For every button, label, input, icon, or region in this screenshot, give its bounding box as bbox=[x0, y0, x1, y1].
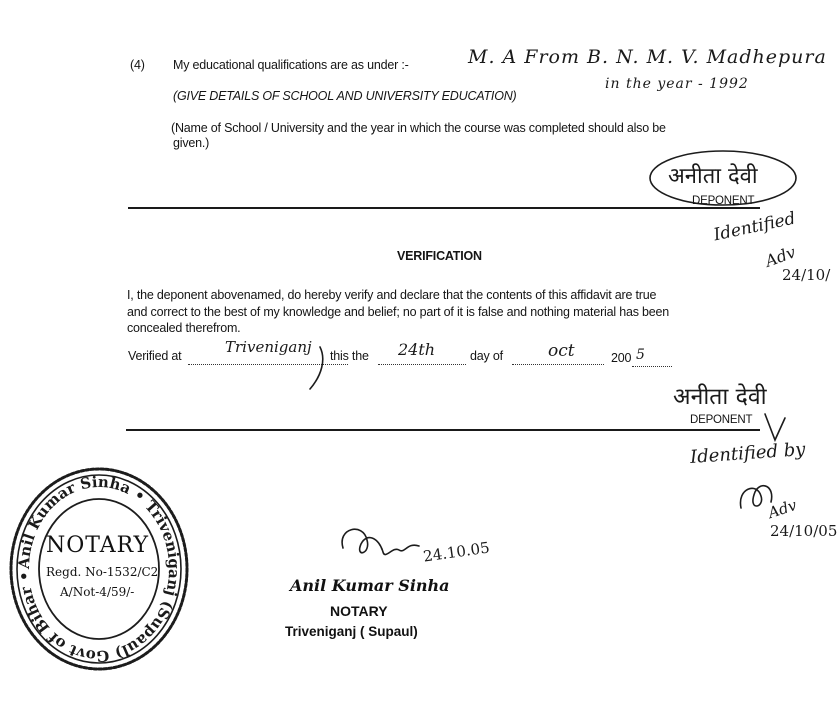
divider-line-2 bbox=[126, 429, 760, 431]
adv-note-1: Adv bbox=[762, 242, 799, 271]
deponent-label-1: DEPONENT bbox=[692, 195, 755, 207]
verification-para-1: I, the deponent abovenamed, do hereby verify and declare that the contents of this affidavit are true bbox=[127, 288, 657, 302]
date-note-1: 24/10/ bbox=[782, 266, 831, 284]
day-of-label: day of bbox=[470, 349, 503, 363]
deponent-label-2: DEPONENT bbox=[690, 414, 753, 426]
notary-name: Anil Kumar Sinha bbox=[290, 576, 450, 595]
identified-by-note: Identified by bbox=[689, 438, 807, 469]
month-value: oct bbox=[548, 341, 575, 361]
seal-notary-title: NOTARY bbox=[46, 533, 150, 558]
date-note-2: 24/10/05 bbox=[770, 522, 837, 540]
notary-place: Triveniganj ( Supaul) bbox=[285, 624, 418, 639]
day-value: 24th bbox=[398, 340, 436, 359]
notary-sign-date: 24.10.05 bbox=[422, 538, 491, 566]
notary-title: NOTARY bbox=[330, 603, 388, 619]
seal-ring-text: Anil Kumar Sinha • Triveniganj (Supaul) Govt of Bihar • bbox=[14, 472, 184, 666]
school-name-instruction-1: (Name of School / University and the year in which the course was completed should also be bbox=[171, 121, 666, 135]
qualification-line: My educational qualifications are as under :- bbox=[173, 58, 409, 72]
seal-ref-number: A/Not-4/59/- bbox=[60, 585, 135, 599]
notary-seal bbox=[4, 463, 194, 675]
verification-para-2: and correct to the best of my knowledge and belief; no part of it is false and nothing material has been bbox=[127, 305, 670, 319]
seal-regd-number: Regd. No-1532/C2 bbox=[46, 565, 159, 579]
verified-at-value: Triveniganj bbox=[225, 338, 312, 356]
handwritten-year: in the year - 1992 bbox=[605, 76, 749, 92]
month-dots bbox=[512, 364, 604, 365]
day-dots bbox=[378, 364, 466, 365]
year-prefix: 200 bbox=[611, 351, 632, 365]
divider-line-1 bbox=[128, 207, 760, 209]
year-suffix: 5 bbox=[636, 347, 645, 363]
identified-note-1: Identified bbox=[711, 208, 798, 246]
this-the-label: this the bbox=[330, 349, 369, 363]
verified-at-label: Verified at bbox=[128, 349, 182, 363]
handwritten-degree: M. A From B. N. M. V. Madhepura bbox=[468, 46, 827, 68]
year-dots bbox=[632, 366, 672, 367]
item-number: (4) bbox=[130, 58, 145, 72]
deponent-signature-1: अनीता देवी bbox=[668, 164, 758, 189]
verification-para-3: concealed therefrom. bbox=[127, 321, 241, 335]
education-details-instruction: (GIVE DETAILS OF SCHOOL AND UNIVERSITY EDUCATION) bbox=[173, 89, 517, 103]
school-name-instruction-2: given.) bbox=[173, 136, 210, 150]
verification-heading: VERIFICATION bbox=[397, 249, 482, 263]
adv-note-2: Adv bbox=[765, 495, 799, 523]
deponent-signature-2: अनीता देवी bbox=[673, 384, 767, 410]
